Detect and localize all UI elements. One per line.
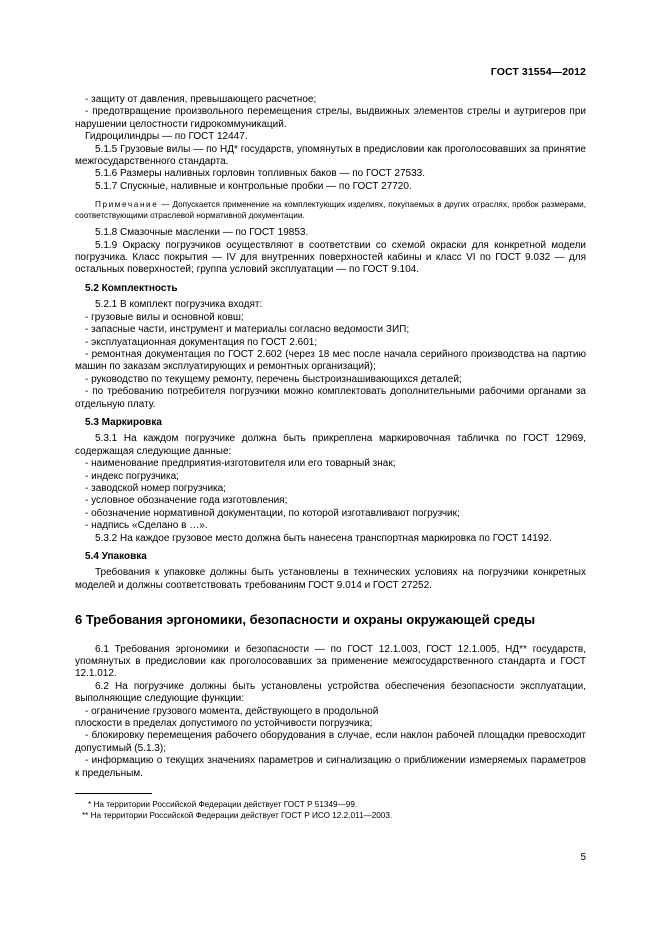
paragraph: Гидроцилиндры — по ГОСТ 12447. <box>85 131 248 143</box>
note-label: Примечание <box>95 200 159 210</box>
list-item: - обозначение нормативной документации, по которой изготавливают погрузчик; <box>85 507 460 519</box>
paragraph: Требования к упаковке должны быть установлены в технических условиях на погрузчики конкретных моделей и должны соответствовать требованиям ГОСТ 9.014 и ГОСТ 27252. <box>75 567 586 591</box>
clause-5-3-2: 5.3.2 На каждое грузовое место должна быть нанесена транспортная маркировка по ГОСТ 14192. <box>95 532 552 544</box>
document-body <box>75 94 586 780</box>
footnote-separator <box>75 793 152 794</box>
list-item: - блокировку перемещения рабочего оборудования в случае, если наклон рабочей площадки превосходит допустимый (5.1.3); <box>75 730 586 754</box>
list-item: - предотвращение произвольного перемещения стрелы, выдвижных элементов стрелы и аутригеров при нарушении целостности гидрокоммуникаций. <box>75 106 586 130</box>
clause-6-2: 6.2 На погрузчике должны быть установлены устройства обеспечения безопасности эксплуатации, выполняющие следующие функции: <box>75 680 586 705</box>
list-item: - запасные части, инструмент и материалы согласно ведомости ЗИП; <box>85 324 410 336</box>
list-item: плоскости в пределах допустимого по устойчивости погрузчика; <box>75 718 373 730</box>
clause-5-1-8: 5.1.8 Смазочные масленки — по ГОСТ 19853. <box>95 227 309 239</box>
note-text: — Допускается применение на комплектующих изделиях, покупаемых в других отраслях, пробок размерами, соответствующими отраслевой нормативной документации. <box>75 200 586 221</box>
chapter-title: 6 Требования эргономики, безопасности и охраны окружающей среды <box>75 612 536 628</box>
document-id-header: ГОСТ 31554—2012 <box>490 66 586 78</box>
list-item: - наименование предприятия-изготовителя или его товарный знак; <box>85 458 396 470</box>
clause-5-3-1: 5.3.1 На каждом погрузчике должна быть прикреплена маркировочная табличка по ГОСТ 12969, содержащая следующие данные: <box>75 433 586 457</box>
clause-5-1-6: 5.1.6 Размеры наливных горловин топливных баков — по ГОСТ 27533. <box>95 168 425 180</box>
note <box>75 199 586 221</box>
clause-5-1-7: 5.1.7 Спускные, наливные и контрольные пробки — по ГОСТ 27720. <box>95 180 412 192</box>
clause-5-1-5: 5.1.5 Грузовые вилы — по НД* государств, упомянутых в предисловии как проголосовавших за принятие межгосударственного стандарта. <box>75 143 586 168</box>
section-title: 5.2 Комплектность <box>85 282 178 294</box>
clause-5-1-9: 5.1.9 Окраску погрузчиков осуществляют в соответствии со схемой окраски для конкретной модели погрузчика. Класс покрытия — IV для внутренних поверхностей кабины и класс VI по ГОСТ 9.032 — для остальных поверхностей; группа условий эксплуатации — по ГОСТ 9.104. <box>75 239 586 276</box>
section-title: 5.3 Маркировка <box>85 416 162 428</box>
list-item: - информацию о текущих значениях параметров и сигнализацию о приближении измеряемых параметров к предельным. <box>75 755 586 779</box>
page-number: 5 <box>580 852 586 863</box>
list-item: - эксплуатационная документация по ГОСТ 2.601; <box>85 336 318 348</box>
list-item: - надпись «Сделано в …». <box>85 520 208 532</box>
footnote: ** На территории Российской Федерации действует ГОСТ Р ИСО 12.2.011—2003. <box>82 811 393 820</box>
list-item: - ремонтная документация по ГОСТ 2.602 (через 18 мес после начала серийного производства на партию машин по заказам эксплуатирующих и ремонтных организаций); <box>75 348 586 373</box>
list-item: - по требованию потребителя погрузчики можно комплектовать дополнительными рабочими органами за отдельную плату. <box>75 386 586 410</box>
list-item: - заводской номер погрузчика; <box>85 482 226 494</box>
list-item: - руководство по текущему ремонту, перечень быстроизнашивающихся деталей; <box>85 373 462 385</box>
list-item: - грузовые вилы и основной ковш; <box>85 311 244 323</box>
section-title: 5.4 Упаковка <box>85 551 147 562</box>
list-item: - индекс погрузчика; <box>85 470 179 482</box>
clause-5-2-1: 5.2.1 В комплект погрузчика входят: <box>95 299 263 311</box>
list-item: - защиту от давления, превышающего расчетное; <box>85 94 317 105</box>
list-item: - условное обозначение года изготовления; <box>85 495 288 507</box>
footnote: * На территории Российской Федерации действует ГОСТ Р 51349—99. <box>88 800 358 809</box>
clause-6-1: 6.1 Требования эргономики и безопасности — по ГОСТ 12.1.003, ГОСТ 12.1.005, НД** государств, упомянутых в предисловии как проголосовавших за применение межгосударственного стандарта и ГОСТ 12.1.012. <box>75 643 586 680</box>
list-item: - ограничение грузового момента, действующего в продольной <box>85 705 379 717</box>
